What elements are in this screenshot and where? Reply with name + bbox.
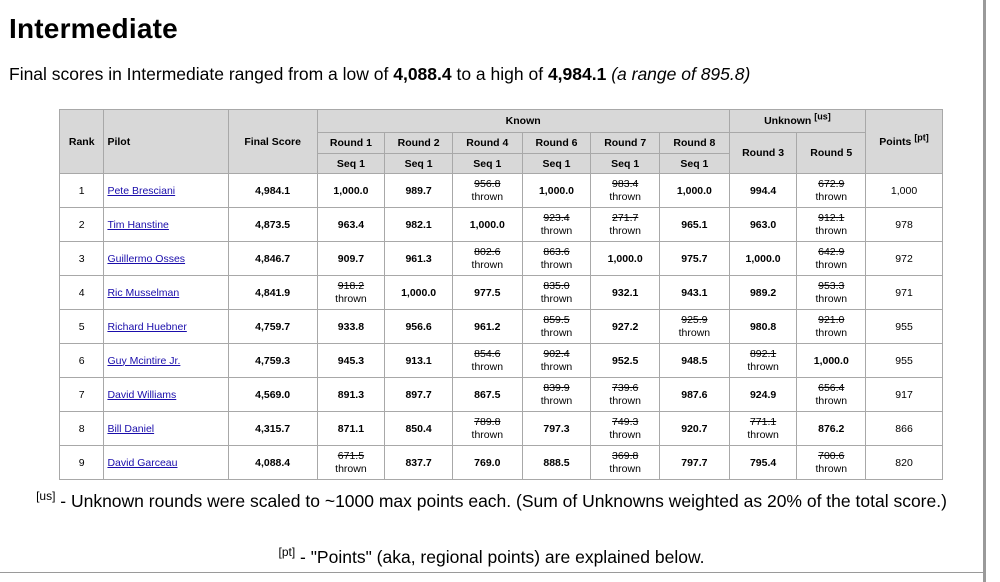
thrown-label: thrown bbox=[540, 258, 573, 271]
thrown-score-value: 918.2 bbox=[337, 279, 365, 292]
table-row bbox=[60, 344, 943, 378]
thrown-score-value: 802.6 bbox=[474, 245, 501, 258]
thrown-label: thrown bbox=[540, 292, 573, 305]
pilot-link[interactable]: David Williams bbox=[107, 388, 177, 401]
thrown-score-cell bbox=[452, 242, 522, 276]
pilot-cell bbox=[104, 378, 228, 412]
seq-header: Seq 1 bbox=[522, 154, 591, 174]
round-score-cell: 994.4 bbox=[729, 174, 797, 208]
pilot-cell bbox=[104, 412, 228, 446]
round-score-cell: 795.4 bbox=[729, 446, 797, 480]
thrown-score-cell bbox=[522, 242, 591, 276]
known-round-header: Round 8 bbox=[660, 133, 730, 154]
thrown-score-value: 863.6 bbox=[543, 245, 570, 258]
seq-header: Seq 1 bbox=[317, 154, 385, 174]
round-score-cell: 920.7 bbox=[660, 412, 730, 446]
seq-header: Seq 1 bbox=[452, 154, 522, 174]
thrown-score-value: 789.8 bbox=[474, 415, 501, 428]
bottom-divider bbox=[0, 572, 983, 573]
thrown-score-cell bbox=[522, 310, 591, 344]
section-title: Intermediate bbox=[9, 13, 178, 44]
thrown-label: thrown bbox=[609, 224, 641, 237]
round-score-cell: 989.7 bbox=[385, 174, 453, 208]
table-row bbox=[60, 412, 943, 446]
thrown-score-value: 771.1 bbox=[749, 415, 777, 428]
summary-low: 4,088.4 bbox=[393, 64, 452, 84]
thrown-score-cell bbox=[797, 310, 866, 344]
pilot-cell bbox=[104, 310, 228, 344]
thrown-label: thrown bbox=[815, 292, 848, 305]
thrown-label: thrown bbox=[540, 224, 573, 237]
thrown-score-value: 953.3 bbox=[818, 279, 845, 292]
thrown-label: thrown bbox=[815, 190, 848, 203]
round-score-cell: 945.3 bbox=[317, 344, 385, 378]
final-score-cell: 4,841.9 bbox=[228, 276, 317, 310]
round-score-cell: 924.9 bbox=[729, 378, 797, 412]
round-score-cell: 909.7 bbox=[317, 242, 385, 276]
thrown-score-cell bbox=[729, 412, 797, 446]
thrown-score-cell bbox=[522, 378, 591, 412]
thrown-label: thrown bbox=[335, 292, 367, 305]
round-score-cell: 1,000.0 bbox=[660, 174, 730, 208]
thrown-label: thrown bbox=[609, 190, 641, 203]
thrown-score-value: 672.9 bbox=[818, 177, 845, 190]
pilot-link[interactable]: Bill Daniel bbox=[107, 422, 155, 435]
round-score-cell: 1,000.0 bbox=[452, 208, 522, 242]
points-cell: 972 bbox=[866, 242, 943, 276]
final-score-cell: 4,873.5 bbox=[228, 208, 317, 242]
seq-header: Seq 1 bbox=[591, 154, 660, 174]
points-label: Points bbox=[879, 135, 912, 148]
pt-footnote-marker: [pt] bbox=[278, 545, 296, 560]
thrown-score-cell bbox=[452, 412, 522, 446]
thrown-score-cell bbox=[452, 344, 522, 378]
pilot-link[interactable]: Ric Musselman bbox=[107, 286, 180, 299]
thrown-score-value: 923.4 bbox=[543, 211, 570, 224]
thrown-label: thrown bbox=[471, 428, 504, 441]
pilot-header: Pilot bbox=[104, 110, 228, 174]
thrown-score-cell bbox=[522, 276, 591, 310]
thrown-score-value: 921.0 bbox=[818, 313, 845, 326]
thrown-score-cell bbox=[591, 446, 660, 480]
pilot-cell bbox=[104, 276, 228, 310]
round-score-cell: 1,000.0 bbox=[317, 174, 385, 208]
us-note-text: - Unknown rounds were scaled to ~1000 max points each. (Sum of Unknowns weighted as 20% of the total score.) bbox=[55, 491, 947, 511]
round-score-cell: 948.5 bbox=[660, 344, 730, 378]
round-score-cell: 963.0 bbox=[729, 208, 797, 242]
pilot-cell bbox=[104, 174, 228, 208]
round-score-cell: 797.3 bbox=[522, 412, 591, 446]
thrown-score-value: 925.9 bbox=[681, 313, 708, 326]
thrown-label: thrown bbox=[540, 326, 573, 339]
final-score-cell: 4,984.1 bbox=[228, 174, 317, 208]
table-row bbox=[60, 310, 943, 344]
thrown-label: thrown bbox=[335, 462, 367, 475]
thrown-label: thrown bbox=[471, 190, 504, 203]
unknown-header bbox=[729, 110, 865, 133]
summary-high: 4,984.1 bbox=[547, 64, 607, 84]
thrown-label: thrown bbox=[471, 360, 504, 373]
pilot-link[interactable]: David Garceau bbox=[107, 456, 178, 469]
thrown-score-value: 671.5 bbox=[337, 449, 365, 462]
pilot-cell bbox=[104, 446, 228, 480]
pilot-link[interactable]: Richard Huebner bbox=[107, 320, 187, 333]
thrown-score-value: 983.4 bbox=[612, 177, 639, 190]
round-score-cell: 891.3 bbox=[317, 378, 385, 412]
thrown-score-value: 835.0 bbox=[543, 279, 570, 292]
thrown-label: thrown bbox=[747, 428, 779, 441]
pilot-cell bbox=[104, 242, 228, 276]
known-round-header: Round 7 bbox=[591, 133, 660, 154]
score-range-summary bbox=[9, 64, 750, 85]
table-row bbox=[60, 276, 943, 310]
thrown-label: thrown bbox=[540, 360, 573, 373]
rank-cell: 8 bbox=[60, 412, 104, 446]
round-score-cell: 1,000.0 bbox=[797, 344, 866, 378]
table-row bbox=[60, 174, 943, 208]
points-cell: 866 bbox=[866, 412, 943, 446]
rank-cell: 9 bbox=[60, 446, 104, 480]
round-score-cell: 1,000.0 bbox=[591, 242, 660, 276]
thrown-score-cell bbox=[452, 174, 522, 208]
pt-note-text: - "Points" (aka, regional points) are explained below. bbox=[295, 547, 705, 567]
rank-cell: 7 bbox=[60, 378, 104, 412]
thrown-score-value: 839.9 bbox=[543, 381, 570, 394]
thrown-label: thrown bbox=[678, 326, 711, 339]
known-header: Known bbox=[317, 110, 729, 133]
thrown-label: thrown bbox=[609, 428, 641, 441]
thrown-label: thrown bbox=[609, 462, 641, 475]
us-footnote-marker: [us] bbox=[36, 489, 56, 504]
round-score-cell: 876.2 bbox=[797, 412, 866, 446]
points-footnote-ref[interactable]: [pt] bbox=[914, 132, 929, 142]
round-score-cell: 956.6 bbox=[385, 310, 453, 344]
seq-header: Seq 1 bbox=[385, 154, 453, 174]
thrown-score-cell bbox=[797, 208, 866, 242]
round-score-cell: 982.1 bbox=[385, 208, 453, 242]
round-score-cell: 871.1 bbox=[317, 412, 385, 446]
unknown-round-header: Round 3 bbox=[729, 133, 797, 174]
pilot-link[interactable]: Guy Mcintire Jr. bbox=[107, 354, 181, 367]
points-cell: 955 bbox=[866, 310, 943, 344]
pilot-link[interactable]: Tim Hanstine bbox=[107, 218, 169, 231]
rank-header: Rank bbox=[60, 110, 104, 174]
points-note bbox=[0, 547, 983, 568]
summary-middle: to a high of bbox=[451, 64, 548, 84]
right-border bbox=[983, 0, 986, 582]
points-header bbox=[866, 110, 943, 174]
seq-header: Seq 1 bbox=[660, 154, 730, 174]
thrown-label: thrown bbox=[609, 394, 641, 407]
thrown-label: thrown bbox=[747, 360, 779, 373]
thrown-score-cell bbox=[797, 242, 866, 276]
thrown-score-value: 956.8 bbox=[474, 177, 501, 190]
round-score-cell: 933.8 bbox=[317, 310, 385, 344]
thrown-score-cell bbox=[522, 208, 591, 242]
summary-range: (a range of 895.8) bbox=[611, 64, 751, 84]
thrown-score-cell bbox=[797, 174, 866, 208]
thrown-score-value: 902.4 bbox=[543, 347, 570, 360]
round-score-cell: 1,000.0 bbox=[729, 242, 797, 276]
final-score-cell: 4,569.0 bbox=[228, 378, 317, 412]
round-score-cell: 961.3 bbox=[385, 242, 453, 276]
thrown-label: thrown bbox=[540, 394, 573, 407]
round-score-cell: 977.5 bbox=[452, 276, 522, 310]
thrown-score-cell bbox=[797, 378, 866, 412]
known-round-header: Round 4 bbox=[452, 133, 522, 154]
known-round-header: Round 2 bbox=[385, 133, 453, 154]
thrown-score-cell bbox=[797, 446, 866, 480]
unknown-label: Unknown bbox=[764, 115, 812, 127]
thrown-label: thrown bbox=[815, 394, 848, 407]
round-score-cell: 797.7 bbox=[660, 446, 730, 480]
final-score-header: Final Score bbox=[228, 110, 317, 174]
final-score-cell: 4,759.7 bbox=[228, 310, 317, 344]
final-score-cell: 4,759.3 bbox=[228, 344, 317, 378]
round-score-cell: 850.4 bbox=[385, 412, 453, 446]
table-row bbox=[60, 378, 943, 412]
round-score-cell: 927.2 bbox=[591, 310, 660, 344]
thrown-score-value: 912.1 bbox=[818, 211, 845, 224]
known-round-header: Round 6 bbox=[522, 133, 591, 154]
points-cell: 820 bbox=[866, 446, 943, 480]
thrown-score-cell bbox=[522, 344, 591, 378]
thrown-score-value: 656.4 bbox=[818, 381, 845, 394]
round-score-cell: 932.1 bbox=[591, 276, 660, 310]
thrown-score-value: 642.9 bbox=[818, 245, 845, 258]
table-row bbox=[60, 242, 943, 276]
table-row bbox=[60, 208, 943, 242]
round-score-cell: 961.2 bbox=[452, 310, 522, 344]
points-cell: 971 bbox=[866, 276, 943, 310]
rank-cell: 3 bbox=[60, 242, 104, 276]
round-score-cell: 888.5 bbox=[522, 446, 591, 480]
rank-cell: 2 bbox=[60, 208, 104, 242]
points-cell: 978 bbox=[866, 208, 943, 242]
round-score-cell: 965.1 bbox=[660, 208, 730, 242]
scores-table bbox=[59, 109, 943, 480]
thrown-score-cell bbox=[591, 174, 660, 208]
thrown-score-cell bbox=[317, 276, 385, 310]
round-score-cell: 769.0 bbox=[452, 446, 522, 480]
final-score-cell: 4,315.7 bbox=[228, 412, 317, 446]
round-score-cell: 837.7 bbox=[385, 446, 453, 480]
pilot-link[interactable]: Guillermo Osses bbox=[107, 252, 186, 265]
thrown-score-cell bbox=[797, 276, 866, 310]
round-score-cell: 952.5 bbox=[591, 344, 660, 378]
unknown-rounds-note bbox=[0, 491, 983, 512]
round-score-cell: 987.6 bbox=[660, 378, 730, 412]
rank-cell: 4 bbox=[60, 276, 104, 310]
points-cell: 955 bbox=[866, 344, 943, 378]
known-round-header: Round 1 bbox=[317, 133, 385, 154]
thrown-score-cell bbox=[591, 208, 660, 242]
thrown-score-cell bbox=[729, 344, 797, 378]
round-score-cell: 975.7 bbox=[660, 242, 730, 276]
thrown-score-value: 271.7 bbox=[612, 211, 639, 224]
thrown-label: thrown bbox=[815, 258, 848, 271]
thrown-score-cell bbox=[317, 446, 385, 480]
thrown-score-cell bbox=[591, 378, 660, 412]
points-cell: 1,000 bbox=[866, 174, 943, 208]
thrown-score-value: 859.5 bbox=[543, 313, 570, 326]
rank-cell: 5 bbox=[60, 310, 104, 344]
summary-prefix: Final scores in Intermediate ranged from a low of bbox=[9, 64, 394, 84]
final-score-cell: 4,846.7 bbox=[228, 242, 317, 276]
thrown-score-value: 700.6 bbox=[818, 449, 845, 462]
thrown-score-value: 854.6 bbox=[474, 347, 501, 360]
rank-cell: 1 bbox=[60, 174, 104, 208]
unknown-footnote-ref[interactable]: [us] bbox=[814, 111, 831, 122]
round-score-cell: 989.2 bbox=[729, 276, 797, 310]
table-row bbox=[60, 446, 943, 480]
round-score-cell: 1,000.0 bbox=[385, 276, 453, 310]
thrown-score-value: 739.6 bbox=[612, 381, 639, 394]
thrown-score-value: 369.8 bbox=[612, 449, 639, 462]
points-cell: 917 bbox=[866, 378, 943, 412]
thrown-score-value: 749.3 bbox=[612, 415, 639, 428]
round-score-cell: 913.1 bbox=[385, 344, 453, 378]
pilot-cell bbox=[104, 344, 228, 378]
thrown-score-cell bbox=[591, 412, 660, 446]
unknown-round-header: Round 5 bbox=[797, 133, 866, 174]
final-score-cell: 4,088.4 bbox=[228, 446, 317, 480]
thrown-label: thrown bbox=[815, 326, 848, 339]
round-score-cell: 963.4 bbox=[317, 208, 385, 242]
thrown-label: thrown bbox=[471, 258, 504, 271]
round-score-cell: 943.1 bbox=[660, 276, 730, 310]
round-score-cell: 1,000.0 bbox=[522, 174, 591, 208]
thrown-label: thrown bbox=[815, 224, 848, 237]
thrown-label: thrown bbox=[815, 462, 848, 475]
round-score-cell: 980.8 bbox=[729, 310, 797, 344]
round-score-cell: 897.7 bbox=[385, 378, 453, 412]
rank-cell: 6 bbox=[60, 344, 104, 378]
pilot-link[interactable]: Pete Bresciani bbox=[107, 184, 176, 197]
thrown-score-cell bbox=[660, 310, 730, 344]
pilot-cell bbox=[104, 208, 228, 242]
thrown-score-value: 892.1 bbox=[749, 347, 777, 360]
round-score-cell: 867.5 bbox=[452, 378, 522, 412]
